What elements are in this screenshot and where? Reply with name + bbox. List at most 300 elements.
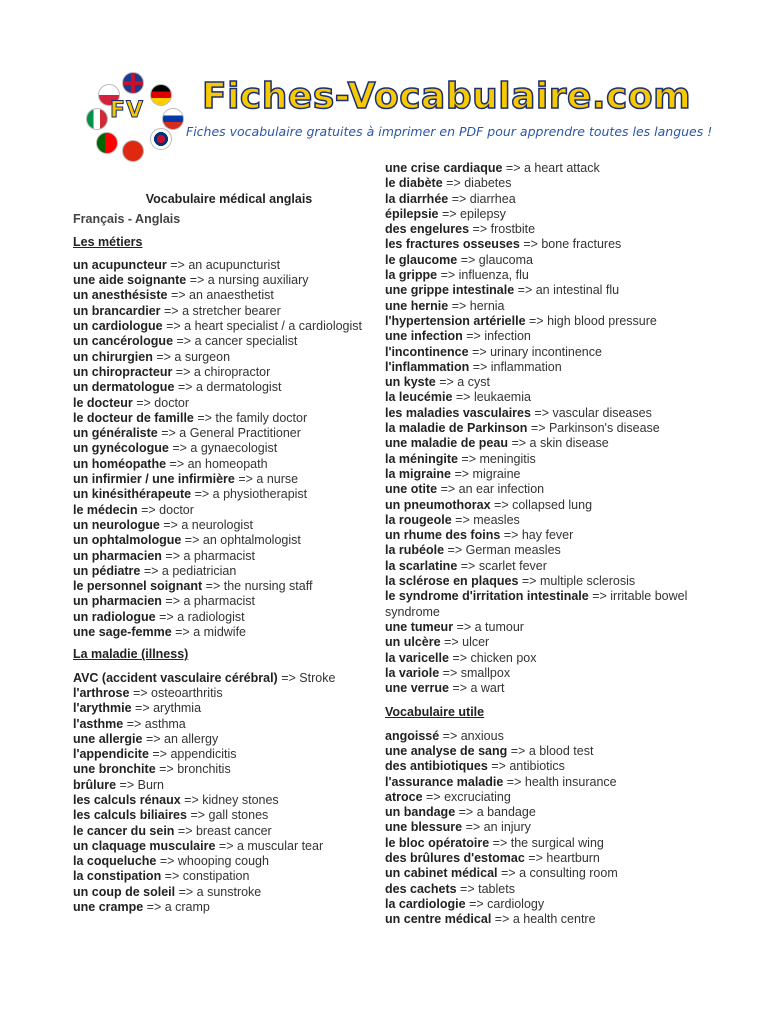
english-translation: an intestinal flu bbox=[535, 283, 620, 298]
vocab-entry bbox=[385, 299, 705, 314]
french-term: des brûlures d'estomac bbox=[385, 851, 525, 866]
french-term: l'assurance maladie bbox=[385, 774, 504, 789]
site-tagline: Fiches vocabulaire gratuites à imprimer en PDF pour apprendre toutes les langues ! bbox=[186, 124, 713, 139]
english-translation: gall stones bbox=[208, 808, 269, 823]
arrow-separator: => bbox=[277, 670, 300, 685]
french-term: un pneumothorax bbox=[385, 497, 491, 512]
vocab-entry bbox=[385, 729, 705, 744]
fv-badge: FV bbox=[110, 98, 145, 123]
vocab-entry bbox=[73, 579, 373, 594]
vocab-entry bbox=[385, 360, 705, 375]
french-term: l'inflammation bbox=[385, 359, 470, 374]
arrow-separator: => bbox=[132, 395, 155, 410]
english-translation: osteoarthritis bbox=[151, 685, 223, 700]
english-translation: appendicitis bbox=[170, 747, 237, 762]
vocab-entry bbox=[385, 589, 705, 620]
english-translation: Stroke bbox=[299, 670, 336, 685]
french-term: les fractures osseuses bbox=[385, 237, 520, 252]
vocab-entry bbox=[385, 744, 705, 759]
french-term: un ulcère bbox=[385, 635, 441, 650]
arrow-separator: => bbox=[490, 497, 513, 512]
english-translation: cardiology bbox=[487, 896, 545, 911]
germany-flag-icon bbox=[150, 84, 172, 106]
vocab-entry bbox=[385, 759, 705, 774]
arrow-separator: => bbox=[181, 533, 203, 548]
english-translation: kidney stones bbox=[202, 792, 279, 807]
arrow-separator: => bbox=[167, 288, 190, 303]
english-translation: asthma bbox=[144, 716, 186, 731]
vocab-entry bbox=[385, 283, 705, 298]
site-title[interactable]: Fiches-Vocabulaire.com bbox=[202, 76, 692, 117]
french-term: la cardiologie bbox=[385, 896, 466, 911]
vocab-entry bbox=[73, 610, 373, 625]
arrow-separator: => bbox=[451, 466, 473, 481]
french-term: la constipation bbox=[73, 869, 162, 884]
vocab-entry bbox=[73, 625, 373, 640]
vocab-entry bbox=[73, 472, 373, 487]
french-term: un rhume des foins bbox=[385, 528, 501, 543]
vocab-entry bbox=[385, 851, 705, 866]
french-term: la rougeole bbox=[385, 512, 452, 527]
arrow-separator: => bbox=[174, 380, 196, 395]
vocab-entry bbox=[73, 411, 373, 426]
arrow-separator: => bbox=[172, 364, 194, 379]
vocab-entry bbox=[385, 912, 705, 927]
arrow-separator: => bbox=[193, 410, 216, 425]
vocab-entry bbox=[385, 268, 705, 283]
portugal-flag-icon bbox=[96, 132, 118, 154]
vocab-entry bbox=[385, 314, 705, 329]
english-translation: a cyst bbox=[457, 375, 490, 390]
vocab-entry bbox=[385, 513, 705, 528]
arrow-separator: => bbox=[468, 344, 491, 359]
arrow-separator: => bbox=[507, 436, 530, 451]
arrow-separator: => bbox=[453, 619, 475, 634]
arrow-separator: => bbox=[168, 441, 191, 456]
arrow-separator: => bbox=[180, 792, 203, 807]
french-term: une crise cardiaque bbox=[385, 161, 503, 175]
russia-flag-icon bbox=[162, 108, 184, 130]
vocab-entry bbox=[385, 574, 705, 589]
french-term: le docteur de famille bbox=[73, 410, 194, 425]
vocab-list-metiers bbox=[73, 258, 373, 640]
vocab-entry bbox=[73, 518, 373, 533]
vocab-entry bbox=[385, 897, 705, 912]
vocab-entry bbox=[385, 666, 705, 681]
korea-flag-icon bbox=[150, 128, 172, 150]
arrow-separator: => bbox=[462, 329, 485, 344]
vocab-entry bbox=[385, 882, 705, 897]
arrow-separator: => bbox=[448, 191, 470, 206]
vocab-entry bbox=[385, 681, 705, 696]
english-translation: hay fever bbox=[521, 528, 574, 543]
english-translation: constipation bbox=[182, 869, 250, 884]
arrow-separator: => bbox=[489, 835, 511, 850]
vocab-entry bbox=[385, 805, 705, 820]
english-translation: bone fractures bbox=[541, 237, 622, 252]
french-term: le syndrome d'irritation intestinale bbox=[385, 589, 589, 604]
english-translation: meningitis bbox=[479, 451, 536, 466]
vocab-entry bbox=[385, 406, 705, 421]
vocab-entry bbox=[73, 564, 373, 579]
arrow-separator: => bbox=[166, 257, 189, 272]
vocab-entry bbox=[73, 885, 373, 900]
english-translation: doctor bbox=[159, 502, 194, 517]
arrow-separator: => bbox=[116, 777, 138, 792]
english-translation: an acupuncturist bbox=[188, 257, 281, 272]
english-translation: anxious bbox=[460, 728, 504, 743]
arrow-separator: => bbox=[215, 838, 237, 853]
arrow-separator: => bbox=[457, 451, 480, 466]
english-translation: a gynaecologist bbox=[190, 441, 278, 456]
english-translation: migraine bbox=[472, 466, 521, 481]
arrow-separator: => bbox=[173, 334, 195, 349]
english-translation: a stretcher bearer bbox=[182, 303, 281, 318]
french-term: une tumeur bbox=[385, 619, 454, 634]
arrow-separator: => bbox=[175, 884, 197, 899]
vocab-entry bbox=[385, 620, 705, 635]
arrow-separator: => bbox=[530, 405, 553, 420]
french-term: la sclérose en plaques bbox=[385, 574, 519, 589]
french-term: l'appendicite bbox=[73, 747, 149, 762]
english-translation: a pediatrician bbox=[161, 563, 237, 578]
english-translation: collapsed lung bbox=[512, 497, 593, 512]
arrow-separator: => bbox=[437, 482, 459, 497]
vocab-entry bbox=[73, 747, 373, 762]
french-term: un chirurgien bbox=[73, 349, 153, 364]
arrow-separator: => bbox=[440, 635, 463, 650]
french-term: l'hypertension artérielle bbox=[385, 313, 526, 328]
arrow-separator: => bbox=[519, 237, 542, 252]
english-translation: heartburn bbox=[546, 851, 600, 866]
arrow-separator: => bbox=[140, 563, 162, 578]
english-translation: epilepsy bbox=[460, 206, 506, 221]
vocab-entry bbox=[73, 732, 373, 747]
french-term: la varicelle bbox=[385, 650, 449, 665]
english-translation: an injury bbox=[483, 820, 531, 835]
french-term: le médecin bbox=[73, 502, 138, 517]
vocab-entry bbox=[73, 457, 373, 472]
french-term: angoissé bbox=[385, 728, 440, 743]
arrow-separator: => bbox=[166, 456, 188, 471]
english-translation: a tumour bbox=[474, 619, 524, 634]
arrow-separator: => bbox=[457, 558, 479, 573]
arrow-separator: => bbox=[469, 359, 491, 374]
english-translation: whooping cough bbox=[177, 854, 269, 869]
arrow-separator: => bbox=[202, 579, 224, 594]
french-term: un chiropracteur bbox=[73, 364, 173, 379]
vocab-entry bbox=[385, 421, 705, 436]
vocab-entry bbox=[385, 836, 705, 851]
french-term: le bloc opératoire bbox=[385, 835, 490, 850]
arrow-separator: => bbox=[448, 298, 470, 313]
french-term: un brancardier bbox=[73, 303, 161, 318]
section-heading-maladie: La maladie (illness) bbox=[73, 647, 189, 662]
english-translation: influenza, flu bbox=[458, 268, 529, 283]
english-translation: doctor bbox=[154, 395, 190, 410]
english-translation: bronchitis bbox=[177, 762, 231, 777]
arrow-separator: => bbox=[437, 268, 459, 283]
arrow-separator: => bbox=[465, 896, 488, 911]
english-translation: scarlet fever bbox=[478, 558, 547, 573]
french-term: une infection bbox=[385, 329, 463, 344]
english-translation: breast cancer bbox=[195, 823, 272, 838]
vocab-entry bbox=[73, 549, 373, 564]
french-term: un kinésithérapeute bbox=[73, 487, 192, 502]
vocab-entry bbox=[385, 467, 705, 482]
china-flag-icon bbox=[122, 140, 144, 162]
french-term: un bandage bbox=[385, 805, 456, 820]
document-subtitle: Français - Anglais bbox=[73, 212, 181, 227]
arrow-separator: => bbox=[174, 823, 196, 838]
vocab-entry bbox=[73, 396, 373, 411]
french-term: la grippe bbox=[385, 268, 438, 283]
arrow-separator: => bbox=[525, 313, 548, 328]
arrow-separator: => bbox=[171, 625, 194, 640]
vocab-entry bbox=[73, 824, 373, 839]
vocab-entry bbox=[385, 436, 705, 451]
french-term: une crampe bbox=[73, 900, 144, 915]
english-translation: a heart attack bbox=[523, 161, 600, 175]
english-translation: a cramp bbox=[164, 900, 210, 915]
english-translation: a wart bbox=[470, 681, 505, 696]
arrow-separator: => bbox=[435, 375, 458, 390]
vocab-entry bbox=[73, 839, 373, 854]
english-translation: frostbite bbox=[490, 222, 536, 237]
french-term: un infirmier / une infirmière bbox=[73, 472, 235, 487]
vocab-entry bbox=[385, 222, 705, 237]
arrow-separator: => bbox=[524, 851, 547, 866]
english-translation: smallpox bbox=[460, 665, 511, 680]
french-term: l'arythmie bbox=[73, 701, 132, 716]
vocab-entry bbox=[385, 237, 705, 252]
english-translation: a heart specialist / a cardiologist bbox=[184, 319, 363, 334]
vocab-entry bbox=[385, 528, 705, 543]
english-translation: a cancer specialist bbox=[194, 334, 298, 349]
french-term: la coqueluche bbox=[73, 854, 157, 869]
vocab-entry bbox=[73, 441, 373, 456]
english-translation: vascular diseases bbox=[552, 405, 652, 420]
arrow-separator: => bbox=[155, 762, 178, 777]
french-term: des engelures bbox=[385, 222, 470, 237]
vocab-entry bbox=[385, 635, 705, 650]
english-translation: the nursing staff bbox=[223, 579, 313, 594]
vocab-entry bbox=[73, 288, 373, 303]
site-header bbox=[78, 70, 713, 170]
french-term: le personnel soignant bbox=[73, 579, 203, 594]
vocab-entry bbox=[73, 854, 373, 869]
english-translation: the surgical wing bbox=[510, 835, 604, 850]
french-term: une grippe intestinale bbox=[385, 283, 515, 298]
italy-flag-icon bbox=[86, 108, 108, 130]
arrow-separator: => bbox=[457, 252, 479, 267]
french-term: les maladies vasculaires bbox=[385, 405, 531, 420]
vocab-entry bbox=[73, 503, 373, 518]
arrow-separator: => bbox=[123, 716, 145, 731]
english-translation: diarrhea bbox=[469, 191, 516, 206]
english-translation: a sunstroke bbox=[196, 884, 262, 899]
arrow-separator: => bbox=[129, 685, 152, 700]
english-translation: inflammation bbox=[490, 359, 562, 374]
arrow-separator: => bbox=[161, 548, 184, 563]
english-translation: an ophtalmologist bbox=[202, 533, 301, 548]
french-term: épilepsie bbox=[385, 206, 439, 221]
arrow-separator: => bbox=[448, 681, 471, 696]
french-term: des cachets bbox=[385, 881, 457, 896]
french-term: la maladie de Parkinson bbox=[385, 421, 528, 436]
arrow-separator: => bbox=[191, 487, 213, 502]
vocab-entry bbox=[73, 671, 373, 686]
french-term: une bronchite bbox=[73, 762, 156, 777]
vocab-entry bbox=[73, 869, 373, 884]
french-term: un homéopathe bbox=[73, 456, 167, 471]
arrow-separator: => bbox=[503, 774, 525, 789]
arrow-separator: => bbox=[456, 881, 479, 896]
french-term: un dermatologue bbox=[73, 380, 175, 395]
arrow-separator: => bbox=[500, 528, 522, 543]
french-term: une maladie de peau bbox=[385, 436, 508, 451]
french-term: un gynécologue bbox=[73, 441, 169, 456]
french-term: une otite bbox=[385, 482, 438, 497]
french-term: un cabinet médical bbox=[385, 866, 498, 881]
arrow-separator: => bbox=[444, 543, 466, 558]
arrow-separator: => bbox=[588, 589, 611, 604]
vocab-entry bbox=[73, 426, 373, 441]
english-translation: a radiologist bbox=[177, 609, 245, 624]
vocab-entry bbox=[385, 559, 705, 574]
french-term: une allergie bbox=[73, 731, 143, 746]
english-translation: a physiotherapist bbox=[212, 487, 308, 502]
vocab-entry bbox=[385, 207, 705, 222]
arrow-separator: => bbox=[487, 759, 510, 774]
arrow-separator: => bbox=[142, 731, 165, 746]
french-term: le diabète bbox=[385, 176, 443, 191]
vocab-entry bbox=[385, 390, 705, 405]
arrow-separator: => bbox=[131, 701, 154, 716]
french-term: l'asthme bbox=[73, 716, 124, 731]
french-term: une analyse de sang bbox=[385, 743, 508, 758]
french-term: la variole bbox=[385, 665, 440, 680]
arrow-separator: => bbox=[452, 390, 474, 405]
vocab-entry bbox=[385, 161, 705, 176]
vocab-entry bbox=[73, 319, 373, 334]
french-term: atroce bbox=[385, 789, 423, 804]
vocab-entry bbox=[73, 778, 373, 793]
french-term: un cardiologue bbox=[73, 319, 163, 334]
arrow-separator: => bbox=[502, 161, 524, 175]
english-translation: a muscular tear bbox=[236, 838, 324, 853]
english-translation: multiple sclerosis bbox=[539, 574, 636, 589]
french-term: les calculs rénaux bbox=[73, 792, 181, 807]
arrow-separator: => bbox=[527, 421, 549, 436]
english-translation: a health centre bbox=[512, 912, 596, 927]
vocab-entry bbox=[385, 329, 705, 344]
english-translation: glaucoma bbox=[478, 252, 533, 267]
arrow-separator: => bbox=[507, 743, 529, 758]
arrow-separator: => bbox=[159, 517, 182, 532]
arrow-separator: => bbox=[186, 808, 209, 823]
french-term: un anesthésiste bbox=[73, 288, 168, 303]
french-term: un pédiatre bbox=[73, 563, 141, 578]
french-term: un radiologue bbox=[73, 609, 156, 624]
arrow-separator: => bbox=[439, 728, 461, 743]
vocab-entry bbox=[385, 192, 705, 207]
arrow-separator: => bbox=[497, 866, 520, 881]
english-translation: a surgeon bbox=[174, 349, 231, 364]
english-translation: tablets bbox=[478, 881, 515, 896]
english-translation: an ear infection bbox=[458, 482, 545, 497]
vocab-entry bbox=[73, 701, 373, 716]
french-term: l'incontinence bbox=[385, 344, 469, 359]
vocab-list-maladie-part2 bbox=[385, 161, 705, 696]
arrow-separator: => bbox=[455, 805, 477, 820]
english-translation: hernia bbox=[469, 298, 505, 313]
vocab-entry bbox=[385, 482, 705, 497]
vocab-entry bbox=[73, 273, 373, 288]
arrow-separator: => bbox=[143, 900, 165, 915]
arrow-separator: => bbox=[448, 650, 471, 665]
french-term: un pharmacien bbox=[73, 548, 162, 563]
french-term: un kyste bbox=[385, 375, 436, 390]
arrow-separator: => bbox=[157, 426, 180, 441]
arrow-separator: => bbox=[518, 574, 540, 589]
arrow-separator: => bbox=[234, 472, 257, 487]
vocab-entry bbox=[73, 717, 373, 732]
vocab-list-utile bbox=[385, 729, 705, 928]
french-term: un neurologue bbox=[73, 517, 160, 532]
french-term: des antibiotiques bbox=[385, 759, 488, 774]
arrow-separator: => bbox=[491, 912, 513, 927]
english-translation: Parkinson's disease bbox=[548, 421, 660, 436]
french-term: un pharmacien bbox=[73, 594, 162, 609]
english-translation: a nursing auxiliary bbox=[207, 273, 309, 288]
vocab-entry bbox=[73, 365, 373, 380]
arrow-separator: => bbox=[451, 512, 474, 527]
section-heading-utile: Vocabulaire utile bbox=[385, 705, 485, 720]
french-term: AVC (accident vasculaire cérébral) bbox=[73, 670, 278, 685]
section-heading-metiers: Les métiers bbox=[73, 234, 143, 249]
arrow-separator: => bbox=[422, 789, 445, 804]
arrow-separator: => bbox=[160, 303, 183, 318]
english-translation: a chiropractor bbox=[193, 364, 271, 379]
arrow-separator: => bbox=[162, 319, 185, 334]
english-translation: arythmia bbox=[153, 701, 202, 716]
vocab-entry bbox=[73, 900, 373, 915]
french-term: la leucémie bbox=[385, 390, 453, 405]
english-translation: a nurse bbox=[256, 472, 299, 487]
french-term: un claquage musculaire bbox=[73, 838, 216, 853]
english-translation: a dermatologist bbox=[195, 380, 282, 395]
vocab-entry bbox=[73, 487, 373, 502]
vocab-entry bbox=[385, 543, 705, 558]
english-translation: a blood test bbox=[528, 743, 594, 758]
english-translation: a skin disease bbox=[529, 436, 609, 451]
english-translation: antibiotics bbox=[509, 759, 565, 774]
vocab-entry bbox=[385, 820, 705, 835]
arrow-separator: => bbox=[161, 869, 183, 884]
french-term: les calculs biliaires bbox=[73, 808, 187, 823]
vocab-entry bbox=[385, 651, 705, 666]
vocab-entry bbox=[385, 345, 705, 360]
french-term: un coup de soleil bbox=[73, 884, 176, 899]
vocab-entry bbox=[73, 533, 373, 548]
french-term: la migraine bbox=[385, 466, 451, 481]
vocab-entry bbox=[73, 334, 373, 349]
english-translation: an allergy bbox=[164, 731, 219, 746]
arrow-separator: => bbox=[137, 502, 160, 517]
french-term: la diarrhée bbox=[385, 191, 449, 206]
french-term: le glaucome bbox=[385, 252, 458, 267]
